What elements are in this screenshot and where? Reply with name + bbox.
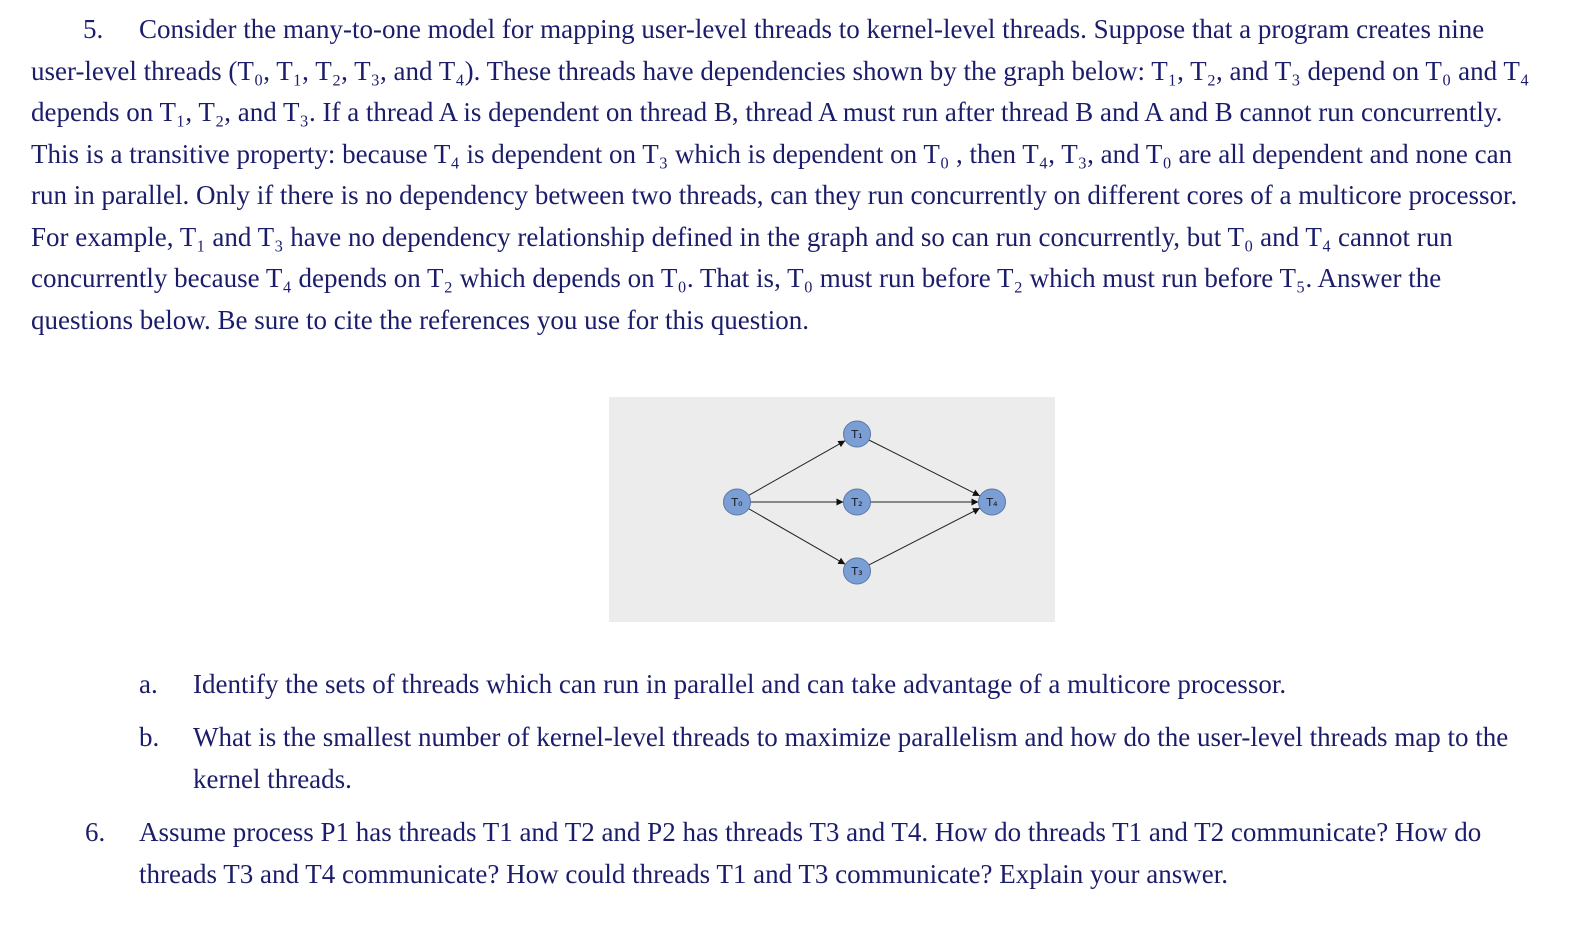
sub-question-a-label: a. xyxy=(139,669,158,699)
node-label-T1: T₁ xyxy=(851,428,863,441)
question-5 xyxy=(31,9,1531,341)
sub-question-b-label: b. xyxy=(139,722,160,752)
edge-T3-to-T4 xyxy=(868,508,980,565)
sub-question-b-text: What is the smallest number of kernel-level threads to maximize parallelism and how do the user-level threads map to the kernel threads. xyxy=(193,722,1509,794)
dependency-graph-figure xyxy=(609,397,1055,622)
node-label-T4: T₄ xyxy=(986,496,998,509)
node-label-T0: T₀ xyxy=(731,496,743,509)
node-T4 xyxy=(979,489,1006,515)
sub-question-a-text: Identify the sets of threads which can run in parallel and can take advantage of a multicore processor. xyxy=(193,669,1287,699)
node-label-T3: T₃ xyxy=(851,565,863,578)
node-T0 xyxy=(724,489,751,515)
node-T1 xyxy=(844,421,871,447)
edge-T0-to-T1 xyxy=(748,441,845,496)
edge-T1-to-T4 xyxy=(868,440,980,496)
edge-T0-to-T3 xyxy=(748,508,845,564)
question-5-text: Consider the many-to-one model for mapping user-level threads to kernel-level threads. Suppose that a program creates nine user-level threads (T₀, T₁, T₂, T₃, and T₄). These threads have dependencies shown by the graph below: T₁, T₂, and T₃ depend on T₀ and T₄ depends on T₁, T₂, and T₃. If a thread A is dependent on thread B, thread A must run after thread B and A and B cannot run concurrently. This is a transitive property: because T₄ is dependent on T₃ which is dependent on T₀ , then T₄, T₃, and T₀ are all dependent and none can run in parallel. Only if there is no dependency between two threads, can they run concurrently on different cores of a multicore processor. For example, T₁ and T₃ have no dependency relationship defined in the graph and so can run concurrently, but T₀ and T₄ cannot run concurrently because T₄ depends on T₂ which depends on T₀. That is, T₀ must run before T₂ which must run before T₅. Answer the questions below. Be sure to cite the references you use for this question. xyxy=(31,14,1530,335)
node-label-T2: T₂ xyxy=(851,496,863,509)
node-T2 xyxy=(844,489,871,515)
node-T3 xyxy=(844,558,871,584)
question-5-number: 5. xyxy=(83,14,104,44)
question-6-number: 6. xyxy=(85,817,106,847)
question-6-text: Assume process P1 has threads T1 and T2 and P2 has threads T3 and T4. How do threads T1 and T2 communicate? How do threads T3 and T4 communicate? How could threads T1 and T3 communicate? Explain your answer. xyxy=(139,817,1482,889)
dependency-graph xyxy=(609,397,1055,622)
